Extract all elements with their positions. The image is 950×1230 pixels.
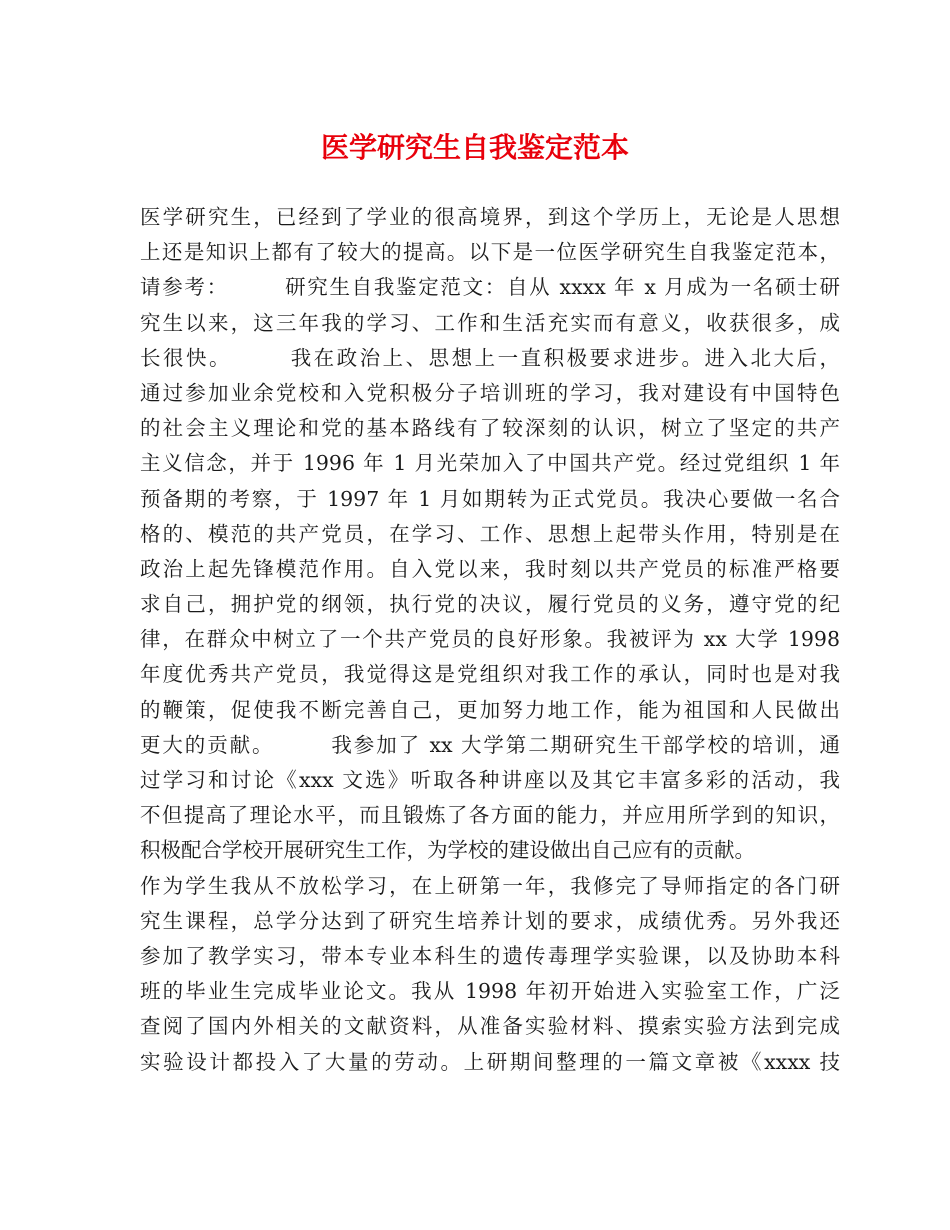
- body-line: 究生以来，这三年我的学习、工作和生活充实而有意义，收获很多，成: [140, 310, 840, 335]
- body-line: 班的毕业生完成毕业论文。我从 1998 年初开始进入实验室工作，广泛: [140, 979, 840, 1004]
- body-line: 实验设计都投入了大量的劳动。上研期间整理的一篇文章被《xxxx 技: [140, 1049, 840, 1074]
- body-line: 年度优秀共产党员，我觉得这是党组织对我工作的承认，同时也是对我: [140, 662, 840, 687]
- body-line: 过学习和讨论《xxx 文选》听取各种讲座以及其它丰富多彩的活动，我: [140, 768, 840, 792]
- body-line: 律，在群众中树立了一个共产党员的良好形象。我被评为 xx 大学 1998: [140, 627, 840, 652]
- body-line: 的社会主义理论和党的基本路线有了较深刻的认识，树立了坚定的共产: [140, 416, 840, 441]
- document-body: [140, 200, 840, 1080]
- document-title: 医学研究生自我鉴定范本: [320, 131, 629, 164]
- body-line: 不但提高了理论水平，而且锻炼了各方面的能力，并应用所学到的知识，: [140, 803, 840, 828]
- body-line: 长很快。 我在政治上、思想上一直积极要求进步。进入北大后，: [140, 345, 840, 370]
- body-line: 预备期的考察，于 1997 年 1 月如期转为正式党员。我决心要做一名合: [140, 486, 840, 511]
- body-line: 通过参加业余党校和入党积极分子培训班的学习，我对建设有中国特色: [140, 380, 840, 405]
- body-line: 更大的贡献。 我参加了 xx 大学第二期研究生干部学校的培训，通: [140, 732, 840, 757]
- body-line: 格的、模范的共产党员，在学习、工作、思想上起带头作用，特别是在: [140, 521, 840, 546]
- body-line: 主义信念，并于 1996 年 1 月光荣加入了中国共产党。经过党组织 1 年: [140, 451, 840, 476]
- body-line: 的鞭策，促使我不断完善自己，更加努力地工作，能为祖国和人民做出: [140, 697, 840, 722]
- body-line: 请参考： 研究生自我鉴定范文：自从 xxxx 年 x 月成为一名硕士研: [140, 275, 840, 300]
- body-line: 求自己，拥护党的纲领，执行党的决议，履行党员的义务，遵守党的纪: [140, 592, 840, 617]
- body-line: 参加了教学实习，带本专业本科生的遗传毒理学实验课，以及协助本科: [140, 943, 840, 968]
- body-line: 上还是知识上都有了较大的提高。以下是一位医学研究生自我鉴定范本，: [140, 240, 840, 265]
- body-line: 积极配合学校开展研究生工作，为学校的建设做出自己应有的贡献。: [140, 838, 755, 863]
- body-line: 究生课程，总学分达到了研究生培养计划的要求，成绩优秀。另外我还: [140, 908, 840, 933]
- body-line: 查阅了国内外相关的文献资料，从准备实验材料、摸索实验方法到完成: [140, 1014, 840, 1039]
- body-line: 作为学生我从不放松学习，在上研第一年，我修完了导师指定的各门研: [140, 873, 840, 898]
- body-line: 政治上起先锋模范作用。自入党以来，我时刻以共产党员的标准严格要: [140, 556, 840, 581]
- body-line: 医学研究生，已经到了学业的很高境界，到这个学历上，无论是人思想: [140, 205, 840, 229]
